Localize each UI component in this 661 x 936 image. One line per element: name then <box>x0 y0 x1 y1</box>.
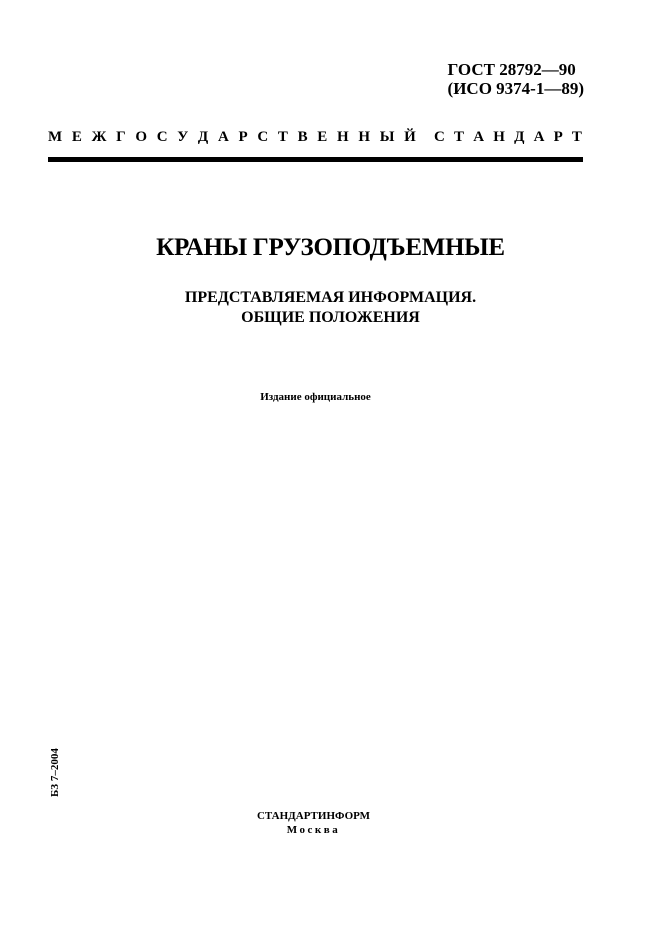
letter: О <box>135 129 147 145</box>
side-catalog-code: БЗ 7–2004 <box>49 748 61 797</box>
iso-number: (ИСО 9374-1—89) <box>447 79 584 98</box>
subtitle-line-2: ОБЩИЕ ПОЛОЖЕНИЯ <box>241 309 420 326</box>
letter: Д <box>197 129 209 145</box>
letter: Е <box>71 129 82 145</box>
letter: Н <box>493 129 505 145</box>
letter: Г <box>116 129 126 145</box>
standard-type-word-interstate <box>48 128 416 146</box>
letter: Т <box>571 129 582 145</box>
letter: С <box>434 129 445 145</box>
letter: В <box>297 129 308 145</box>
publisher-name: СТАНДАРТИНФОРМ <box>256 810 371 822</box>
document-code <box>448 60 584 98</box>
letter: А <box>217 129 229 145</box>
letter: Н <box>358 129 370 145</box>
letter: Д <box>514 129 525 145</box>
heading-divider <box>48 157 583 162</box>
letter: Т <box>454 129 465 145</box>
letter: С <box>257 129 269 145</box>
publisher-city: Москва <box>286 824 341 836</box>
letter: Й <box>404 129 416 145</box>
gost-number: ГОСТ 28792—90 <box>447 60 576 79</box>
publisher-block <box>0 809 627 837</box>
edition-note: Издание официальное <box>260 391 371 403</box>
standard-type-word-standard <box>434 128 582 146</box>
letter: Р <box>238 129 248 145</box>
letter: М <box>48 129 63 145</box>
letter: А <box>533 129 545 145</box>
letter: Ы <box>379 129 395 145</box>
letter: Н <box>336 129 349 145</box>
standard-type-heading <box>48 128 582 146</box>
letter: Ж <box>91 129 107 145</box>
letter: Е <box>317 129 328 145</box>
document-title: КРАНЫ ГРУЗОПОДЪЕМНЫЕ <box>156 234 505 261</box>
letter: А <box>473 129 485 145</box>
letter: С <box>156 129 168 145</box>
document-subtitle <box>0 288 661 328</box>
letter: Т <box>277 129 288 145</box>
letter: У <box>177 129 189 145</box>
letter: Р <box>553 129 563 145</box>
subtitle-line-1: ПРЕДСТАВЛЯЕМАЯ ИНФОРМАЦИЯ. <box>184 289 477 306</box>
